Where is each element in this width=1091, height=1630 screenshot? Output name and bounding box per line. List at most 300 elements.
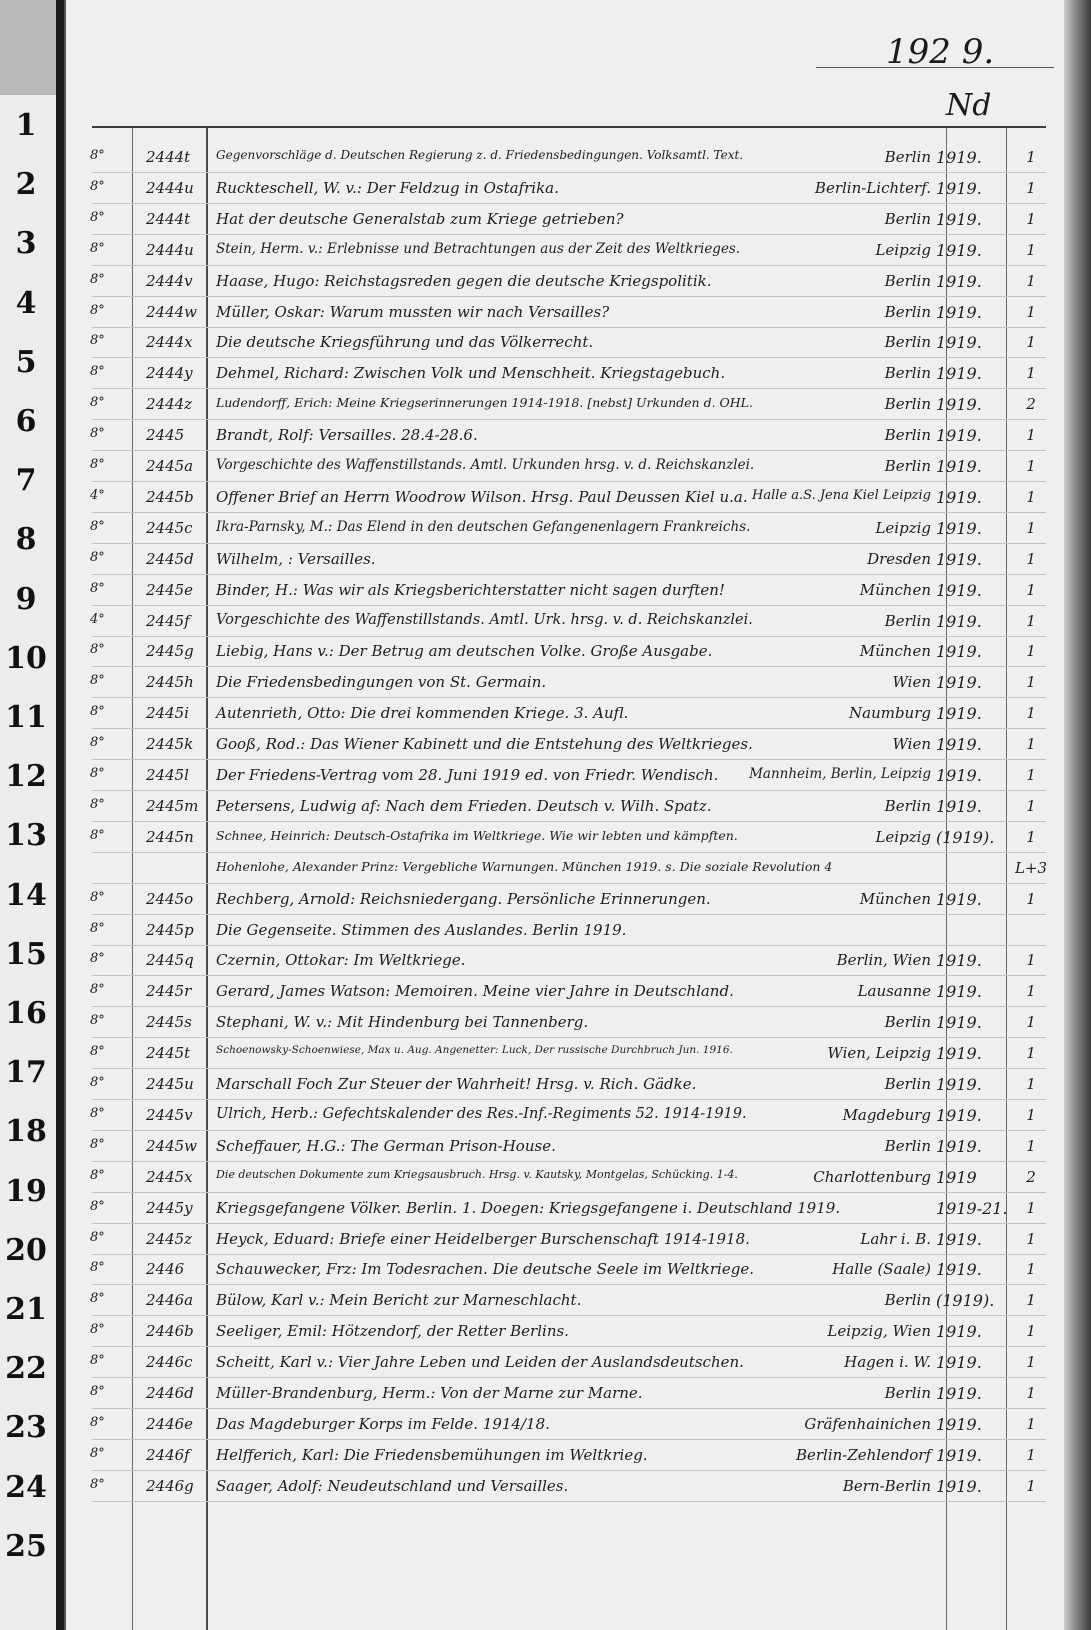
entry-title: Marschall Foch Zur Steuer der Wahrheit! Hrsg. v. Rich. Gädke. bbox=[216, 1075, 697, 1093]
entry-place: Mannheim, Berlin, Leipzig bbox=[749, 766, 931, 782]
line-number: 23 bbox=[5, 1410, 47, 1446]
entry-place: Berlin bbox=[884, 395, 931, 414]
entry-count: 1 bbox=[1026, 1075, 1036, 1093]
entry-count: 1 bbox=[1026, 1198, 1036, 1217]
ledger-entry bbox=[66, 1007, 1066, 1038]
entry-format: 8° bbox=[90, 1353, 105, 1369]
line-number: 10 bbox=[5, 640, 47, 676]
entry-year: 1919. bbox=[936, 1075, 982, 1094]
entry-title: Scheffauer, H.G.: The German Prison-House. bbox=[216, 1136, 556, 1155]
entry-format: 8° bbox=[90, 1291, 105, 1307]
entry-format: 8° bbox=[90, 1075, 105, 1090]
entry-signature: 2445e bbox=[146, 580, 194, 599]
ledger-entry bbox=[66, 173, 1066, 204]
entry-place: Berlin bbox=[884, 457, 931, 475]
entry-year: 1919. bbox=[936, 1013, 982, 1033]
entry-format: 8° bbox=[90, 1476, 105, 1492]
entry-count: 1 bbox=[1026, 457, 1036, 475]
ledger-entry bbox=[66, 1069, 1066, 1100]
entry-format: 8° bbox=[90, 549, 105, 565]
entry-signature: 2444t bbox=[146, 148, 191, 166]
entry-place: Halle a.S. Jena Kiel Leipzig bbox=[752, 487, 931, 503]
entry-place: Berlin bbox=[884, 1075, 931, 1093]
entry-signature: 2445t bbox=[146, 1044, 191, 1063]
entry-signature: 2445p bbox=[146, 920, 194, 939]
entry-title: Müller, Oskar: Warum mussten wir nach Versailles? bbox=[216, 302, 610, 321]
entry-title: Hohenlohe, Alexander Prinz: Vergebliche Warnungen. München 1919. s. Die soziale Revolution 4 bbox=[216, 858, 833, 874]
entry-year: 1919. bbox=[936, 1105, 982, 1125]
entry-signature: 2445y bbox=[146, 1198, 193, 1217]
ledger-entry bbox=[66, 1100, 1066, 1131]
line-number: 3 bbox=[15, 226, 37, 262]
line-number: 15 bbox=[5, 936, 47, 972]
entry-count: 1 bbox=[1026, 704, 1036, 723]
ledger-entry bbox=[66, 327, 1066, 358]
entry-place: Berlin, Wien bbox=[836, 951, 931, 970]
entry-signature: 2446b bbox=[146, 1322, 194, 1341]
ledger-entry bbox=[66, 822, 1066, 853]
entry-title: Die Gegenseite. Stimmen des Auslandes. Berlin 1919. bbox=[216, 920, 627, 939]
entry-format: 8° bbox=[90, 518, 105, 534]
entry-format: 8° bbox=[90, 1260, 105, 1276]
line-number: 11 bbox=[5, 700, 47, 735]
entry-year: 1919. bbox=[936, 178, 982, 198]
entry-signature: 2444z bbox=[146, 395, 193, 414]
line-number: 4 bbox=[15, 285, 37, 321]
entry-format: 8° bbox=[90, 178, 105, 194]
entry-place: Dresden bbox=[867, 549, 931, 568]
entry-count: 1 bbox=[1026, 951, 1036, 970]
entry-signature: 2445n bbox=[146, 827, 194, 846]
entry-place: München bbox=[859, 642, 931, 661]
entry-signature: 2445f bbox=[146, 611, 190, 630]
entry-place: Berlin-Lichterf. bbox=[814, 178, 931, 197]
ledger-entry bbox=[66, 1131, 1066, 1162]
entry-format: 8° bbox=[90, 1105, 105, 1121]
entry-format: 8° bbox=[90, 580, 105, 596]
entry-signature: 2445 bbox=[146, 426, 185, 445]
entry-place: Berlin bbox=[884, 1136, 931, 1155]
entry-year: 1919 bbox=[936, 1167, 977, 1187]
entry-signature: 2445l bbox=[146, 766, 189, 784]
line-number: 9 bbox=[15, 581, 37, 617]
entry-year: 1919. bbox=[936, 1322, 982, 1342]
entry-signature: 2446f bbox=[146, 1445, 190, 1464]
line-number: 25 bbox=[5, 1528, 47, 1564]
entry-format: 8° bbox=[90, 333, 105, 349]
ledger-entry bbox=[66, 884, 1066, 915]
ledger-entry bbox=[66, 142, 1066, 173]
entry-place: Lausanne bbox=[857, 982, 931, 1001]
entry-format: 8° bbox=[90, 889, 105, 905]
entry-title: Bülow, Karl v.: Mein Bericht zur Marneschlacht. bbox=[216, 1291, 582, 1310]
entry-count: L+3 bbox=[1014, 858, 1048, 877]
entry-format: 8° bbox=[90, 766, 105, 781]
entry-signature: 2445w bbox=[146, 1136, 198, 1155]
entry-place: Berlin bbox=[884, 302, 931, 321]
entry-signature: 2445o bbox=[146, 889, 194, 908]
entry-title: Die Friedensbedingungen von St. Germain. bbox=[216, 673, 547, 692]
entry-place: München bbox=[859, 580, 931, 599]
entry-count: 1 bbox=[1026, 642, 1036, 661]
ledger-page bbox=[64, 0, 1066, 1630]
ledger-entry bbox=[66, 1193, 1066, 1224]
entry-signature: 2445h bbox=[146, 673, 194, 692]
entry-year: 1919. bbox=[936, 148, 982, 167]
line-number: 13 bbox=[5, 818, 47, 854]
entry-year: 1919. bbox=[936, 1260, 982, 1280]
entry-format: 8° bbox=[90, 1044, 105, 1060]
ledger-entry bbox=[66, 575, 1066, 606]
entry-signature: 2446d bbox=[146, 1384, 194, 1402]
entry-count: 1 bbox=[1026, 1353, 1036, 1372]
entry-count: 1 bbox=[1026, 1414, 1036, 1433]
entry-place: Magdeburg bbox=[842, 1105, 931, 1124]
entry-format: 8° bbox=[90, 302, 105, 318]
entry-place: Berlin bbox=[884, 333, 931, 352]
entry-title: Kriegsgefangene Völker. Berlin. 1. Doegen: Kriegsgefangene i. Deutschland 1919. bbox=[216, 1198, 841, 1217]
line-number: 5 bbox=[15, 344, 37, 380]
entry-title: Dehmel, Richard: Zwischen Volk und Menschheit. Kriegstagebuch. bbox=[216, 364, 726, 383]
entry-count: 1 bbox=[1026, 889, 1036, 908]
line-number: 24 bbox=[5, 1469, 47, 1505]
entry-signature: 2444u bbox=[146, 240, 194, 259]
ledger-entry bbox=[66, 1347, 1066, 1378]
entry-place: Leipzig bbox=[875, 518, 931, 537]
entry-title: Binder, H.: Was wir als Kriegsberichterstatter nicht sagen durften! bbox=[216, 580, 725, 599]
entry-place: Berlin bbox=[884, 426, 931, 445]
entry-year: 1919. bbox=[936, 395, 982, 415]
entry-title: Scheitt, Karl v.: Vier Jahre Leben und Leiden der Auslandsdeutschen. bbox=[216, 1353, 744, 1372]
ledger-entry bbox=[66, 729, 1066, 760]
entry-count: 1 bbox=[1026, 1229, 1036, 1248]
entry-place: Wien bbox=[892, 735, 931, 754]
entry-signature: 2445s bbox=[146, 1013, 192, 1032]
entry-place: Charlottenburg bbox=[813, 1167, 931, 1186]
line-number: 19 bbox=[5, 1173, 47, 1209]
entry-signature: 2445d bbox=[146, 549, 194, 568]
entry-signature: 2444x bbox=[146, 333, 193, 352]
entry-place: Lahr i. B. bbox=[860, 1229, 931, 1248]
entry-signature: 2445b bbox=[146, 487, 194, 506]
ledger-entry bbox=[66, 451, 1066, 482]
entry-count: 1 bbox=[1026, 487, 1036, 506]
entry-place: Berlin bbox=[884, 1384, 931, 1402]
entry-count: 2 bbox=[1026, 1167, 1036, 1186]
entry-year: 1919. bbox=[936, 271, 982, 291]
entry-signature: 2446c bbox=[146, 1353, 193, 1372]
entry-format: 4° bbox=[90, 611, 105, 627]
entry-format: 8° bbox=[90, 796, 105, 812]
entry-title: Wilhelm, : Versailles. bbox=[216, 549, 376, 568]
ledger-year: 192 9. bbox=[886, 32, 995, 72]
entry-count: 1 bbox=[1026, 1384, 1036, 1402]
entry-place: München bbox=[859, 889, 931, 908]
entry-signature: 2445u bbox=[146, 1075, 194, 1093]
entry-year: 1919. bbox=[936, 240, 982, 260]
entry-count: 1 bbox=[1026, 1322, 1036, 1341]
entry-year: 1919. bbox=[936, 580, 982, 600]
ledger-entry bbox=[66, 420, 1066, 451]
entry-title: Rechberg, Arnold: Reichsniedergang. Persönliche Erinnerungen. bbox=[216, 889, 711, 908]
entry-year: (1919). bbox=[936, 827, 995, 847]
entry-signature: 2445i bbox=[146, 704, 189, 723]
entry-count: 1 bbox=[1026, 302, 1036, 321]
entry-title: Saager, Adolf: Neudeutschland und Versailles. bbox=[216, 1476, 569, 1495]
entry-year: 1919-21. bbox=[936, 1198, 1008, 1218]
entry-count: 1 bbox=[1026, 611, 1036, 630]
ledger-signature: Nd bbox=[946, 88, 992, 123]
entry-signature: 2445g bbox=[146, 642, 194, 661]
entry-signature: 2444t bbox=[146, 209, 191, 228]
entry-year: 1919. bbox=[936, 951, 982, 971]
entry-count: 1 bbox=[1026, 580, 1036, 599]
ledger-entry bbox=[66, 1285, 1066, 1316]
entry-signature: 2445x bbox=[146, 1167, 193, 1186]
entry-count: 1 bbox=[1026, 827, 1036, 846]
entry-signature: 2444y bbox=[146, 364, 193, 383]
entry-year: 1919. bbox=[936, 549, 982, 569]
entry-year: 1919. bbox=[936, 673, 982, 693]
entry-format: 8° bbox=[90, 827, 105, 843]
entry-signature: 2445z bbox=[146, 1229, 193, 1248]
entry-count: 1 bbox=[1026, 1260, 1036, 1279]
ledger-entry bbox=[66, 1224, 1066, 1255]
entry-format: 8° bbox=[90, 920, 105, 936]
entry-year: 1919. bbox=[936, 1136, 982, 1156]
entry-format: 8° bbox=[90, 364, 105, 380]
ledger-entry bbox=[66, 358, 1066, 389]
entry-year: 1919. bbox=[936, 426, 982, 446]
entry-place: Berlin-Zehlendorf bbox=[795, 1445, 931, 1464]
entry-format: 8° bbox=[90, 148, 105, 163]
entry-title: Stein, Herm. v.: Erlebnisse und Betrachtungen aus der Zeit des Weltkrieges. bbox=[216, 240, 741, 257]
entry-title: Die deutsche Kriegsführung und das Völkerrecht. bbox=[216, 333, 594, 352]
entry-year: 1919. bbox=[936, 1414, 982, 1434]
entry-title: Gegenvorschläge d. Deutschen Regierung z. d. Friedensbedingungen. Volksamtl. Text. bbox=[216, 148, 744, 162]
ledger-entry bbox=[66, 667, 1066, 698]
entry-count: 1 bbox=[1026, 178, 1036, 197]
entry-count: 1 bbox=[1026, 333, 1036, 352]
line-number: 17 bbox=[5, 1055, 47, 1091]
ledger-entry bbox=[66, 915, 1066, 946]
entry-signature: 2445c bbox=[146, 518, 193, 537]
entry-place: Leipzig bbox=[875, 240, 931, 259]
line-number: 16 bbox=[5, 996, 47, 1031]
entry-year: 1919. bbox=[936, 611, 982, 631]
line-number: 21 bbox=[5, 1292, 47, 1327]
entry-count: 1 bbox=[1026, 673, 1036, 692]
line-number: 6 bbox=[15, 404, 37, 439]
entry-format: 8° bbox=[90, 1229, 105, 1245]
ledger-entry bbox=[66, 235, 1066, 266]
entry-count: 1 bbox=[1026, 364, 1036, 383]
ledger-entry bbox=[66, 1409, 1066, 1440]
entry-title: Vorgeschichte des Waffenstillstands. Amtl. Urkunden hrsg. v. d. Reichskanzlei. bbox=[216, 457, 755, 473]
entry-count: 1 bbox=[1026, 766, 1036, 784]
entry-format: 8° bbox=[90, 1414, 105, 1430]
entry-title: Heyck, Eduard: Briefe einer Heidelberger Burschenschaft 1914-1918. bbox=[216, 1229, 750, 1248]
line-number: 14 bbox=[5, 877, 47, 913]
line-number: 18 bbox=[5, 1114, 47, 1150]
entry-count: 1 bbox=[1026, 518, 1036, 537]
entry-title: Haase, Hugo: Reichstagsreden gegen die deutsche Kriegspolitik. bbox=[216, 271, 712, 290]
entry-count: 1 bbox=[1026, 1136, 1036, 1155]
ledger-entry bbox=[66, 1316, 1066, 1347]
entry-signature: 2445m bbox=[146, 796, 199, 815]
ledger-entry bbox=[66, 266, 1066, 297]
entry-count: 1 bbox=[1026, 1291, 1036, 1310]
entry-count: 1 bbox=[1026, 240, 1036, 259]
entry-format: 8° bbox=[90, 209, 105, 225]
entry-count: 1 bbox=[1026, 549, 1036, 568]
entry-year: 1919. bbox=[936, 1384, 982, 1403]
entry-signature: 2444u bbox=[146, 178, 194, 197]
entry-year: 1919. bbox=[936, 704, 982, 724]
entry-title: Ludendorff, Erich: Meine Kriegserinnerungen 1914-1918. [nebst] Urkunden d. OHL. bbox=[216, 395, 753, 411]
entry-format: 8° bbox=[90, 395, 105, 411]
entry-place: Berlin bbox=[884, 1013, 931, 1032]
entry-count: 2 bbox=[1026, 395, 1036, 414]
entry-signature: 2446g bbox=[146, 1476, 194, 1495]
entry-title: Stephani, W. v.: Mit Hindenburg bei Tannenberg. bbox=[216, 1013, 589, 1032]
entry-format: 8° bbox=[90, 1322, 105, 1338]
book-spine bbox=[1064, 0, 1091, 1630]
entry-year: 1919. bbox=[936, 1476, 982, 1496]
entry-signature: 2446 bbox=[146, 1260, 185, 1279]
entry-format: 8° bbox=[90, 642, 105, 658]
entry-signature: 2446a bbox=[146, 1291, 194, 1310]
entry-count: 1 bbox=[1026, 1445, 1036, 1464]
entry-format: 8° bbox=[90, 240, 105, 256]
entry-year: 1919. bbox=[936, 333, 982, 353]
entry-title: Müller-Brandenburg, Herm.: Von der Marne zur Marne. bbox=[216, 1384, 643, 1402]
ledger-entry bbox=[66, 606, 1066, 637]
ledger-entry bbox=[66, 297, 1066, 328]
ledger-entry bbox=[66, 482, 1066, 513]
entry-format: 8° bbox=[90, 1198, 105, 1214]
ledger-entry bbox=[66, 945, 1066, 976]
entry-title: Brandt, Rolf: Versailles. 28.4-28.6. bbox=[216, 426, 478, 445]
entry-year: 1919. bbox=[936, 642, 982, 662]
entry-title: Czernin, Ottokar: Im Weltkriege. bbox=[216, 951, 466, 970]
entry-title: Schnee, Heinrich: Deutsch-Ostafrika im Weltkriege. Wie wir lebten und kämpften. bbox=[216, 827, 738, 843]
entry-signature: 2445q bbox=[146, 951, 194, 970]
entry-place: Berlin bbox=[884, 1291, 931, 1310]
entry-year: 1919. bbox=[936, 735, 982, 755]
ledger-entry bbox=[66, 976, 1066, 1007]
entry-format: 8° bbox=[90, 1445, 105, 1461]
entry-format: 8° bbox=[90, 457, 105, 472]
entry-count: 1 bbox=[1026, 1013, 1036, 1032]
entry-format: 4° bbox=[90, 487, 105, 503]
entry-place: Gräfenhainichen bbox=[804, 1414, 931, 1433]
entry-place: Berlin bbox=[884, 364, 931, 383]
entry-year: 1919. bbox=[936, 1353, 982, 1373]
entry-format: 8° bbox=[90, 271, 105, 287]
entry-format: 8° bbox=[90, 1013, 105, 1029]
entry-title: Helfferich, Karl: Die Friedensbemühungen im Weltkrieg. bbox=[216, 1445, 648, 1464]
entry-place: Leipzig bbox=[875, 827, 931, 846]
entry-format: 8° bbox=[90, 426, 105, 442]
entry-count: 1 bbox=[1026, 982, 1036, 1001]
ledger-entry bbox=[66, 760, 1066, 791]
gutter-top-shade bbox=[0, 0, 56, 95]
entry-title: Gooß, Rod.: Das Wiener Kabinett und die Entstehung des Weltkrieges. bbox=[216, 735, 753, 754]
entry-place: Naumburg bbox=[849, 704, 931, 723]
entry-format: 8° bbox=[90, 673, 105, 689]
entry-signature: 2445v bbox=[146, 1105, 193, 1124]
line-number: 7 bbox=[15, 463, 37, 499]
entry-year: 1919. bbox=[936, 982, 982, 1002]
entry-place: Hagen i. W. bbox=[844, 1353, 931, 1372]
entry-signature: 2445r bbox=[146, 982, 192, 1001]
entry-title: Liebig, Hans v.: Der Betrug am deutschen Volke. Große Ausgabe. bbox=[216, 642, 713, 661]
entry-count: 1 bbox=[1026, 148, 1036, 166]
entry-format: 8° bbox=[90, 704, 105, 720]
entry-count: 1 bbox=[1026, 426, 1036, 445]
entry-title: Autenrieth, Otto: Die drei kommenden Kriege. 3. Aufl. bbox=[216, 704, 629, 723]
entry-signature: 2445k bbox=[146, 735, 194, 754]
entry-signature: 2446e bbox=[146, 1414, 194, 1433]
entry-year: 1919. bbox=[936, 209, 982, 229]
entry-title: Der Friedens-Vertrag vom 28. Juni 1919 ed. von Friedr. Wendisch. bbox=[216, 766, 719, 784]
entry-title: Seeliger, Emil: Hötzendorf, der Retter Berlins. bbox=[216, 1322, 569, 1341]
entry-signature: 2445a bbox=[146, 457, 194, 475]
entry-count: 1 bbox=[1026, 209, 1036, 228]
entry-year: 1919. bbox=[936, 518, 982, 538]
entry-format: 8° bbox=[90, 1136, 105, 1152]
entry-year: 1919. bbox=[936, 364, 982, 384]
ledger-entry bbox=[66, 1038, 1066, 1069]
entry-year: 1919. bbox=[936, 1229, 982, 1249]
line-number-gutter bbox=[0, 0, 56, 1630]
entry-title: Hat der deutsche Generalstab zum Kriege getrieben? bbox=[216, 209, 624, 228]
entry-title: Petersens, Ludwig af: Nach dem Frieden. Deutsch v. Wilh. Spatz. bbox=[216, 796, 712, 815]
entry-title: Gerard, James Watson: Memoiren. Meine vier Jahre in Deutschland. bbox=[216, 982, 734, 1001]
entry-place: Wien, Leipzig bbox=[827, 1044, 931, 1063]
entry-format: 8° bbox=[90, 982, 105, 998]
ledger-entry bbox=[66, 544, 1066, 575]
ledger-entry bbox=[66, 1440, 1066, 1471]
entry-place: Berlin bbox=[884, 148, 931, 166]
line-number: 22 bbox=[5, 1351, 47, 1387]
line-number: 1 bbox=[15, 108, 37, 143]
entry-title: Die deutschen Dokumente zum Kriegsausbruch. Hrsg. v. Kautsky, Montgelas, Schücking. 1-4. bbox=[216, 1167, 738, 1181]
ledger-entry bbox=[66, 513, 1066, 544]
entry-title: Ikra-Parnsky, M.: Das Elend in den deutschen Gefangenenlagern Frankreichs. bbox=[216, 518, 751, 535]
ledger-entry bbox=[66, 698, 1066, 729]
entry-title: Ulrich, Herb.: Gefechtskalender des Res.-Inf.-Regiments 52. 1914-1919. bbox=[216, 1105, 747, 1122]
entry-place: Leipzig, Wien bbox=[827, 1322, 931, 1341]
entry-year: 1919. bbox=[936, 889, 982, 909]
entry-year: 1919. bbox=[936, 302, 982, 322]
entry-year: 1919. bbox=[936, 766, 982, 785]
ledger-entry bbox=[66, 853, 1066, 884]
entry-year: 1919. bbox=[936, 457, 982, 476]
entry-title: Ruckteschell, W. v.: Der Feldzug in Ostafrika. bbox=[216, 178, 559, 197]
ledger-entry bbox=[66, 1254, 1066, 1285]
entry-place: Wien bbox=[892, 673, 931, 692]
ledger-entry bbox=[66, 204, 1066, 235]
entry-year: 1919. bbox=[936, 796, 982, 816]
entry-title: Schoenowsky-Schoenwiese, Max u. Aug. Angenetter: Luck, Der russische Durchbruch Jun. 1916. bbox=[216, 1044, 733, 1057]
entry-place: Berlin bbox=[884, 209, 931, 228]
ledger-entry bbox=[66, 1378, 1066, 1409]
entry-count: 1 bbox=[1026, 796, 1036, 815]
entry-signature: 2444w bbox=[146, 302, 198, 321]
entry-title: Vorgeschichte des Waffenstillstands. Amtl. Urk. hrsg. v. d. Reichskanzlei. bbox=[216, 611, 753, 628]
